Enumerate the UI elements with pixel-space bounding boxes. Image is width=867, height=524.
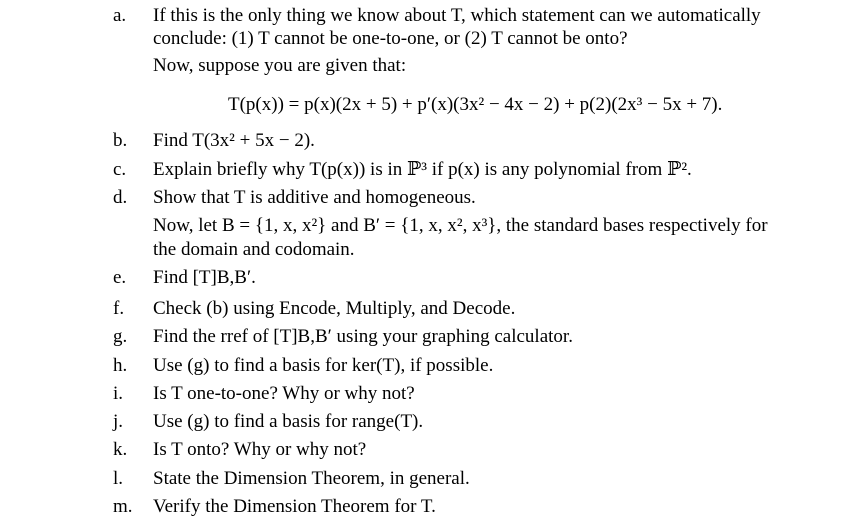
label-c: c.: [113, 159, 127, 180]
label-m: m.: [113, 496, 133, 517]
question-k: Is T onto? Why or why not?: [153, 439, 367, 460]
label-b: b.: [113, 130, 128, 151]
question-e: Find [T]B,B′.: [153, 267, 256, 288]
question-a-line1: If this is the only thing we know about T, which statement can we automatically: [153, 5, 761, 26]
question-h: Use (g) to find a basis for ker(T), if possible.: [153, 355, 494, 376]
label-k: k.: [113, 439, 128, 460]
question-b: Find T(3x² + 5x − 2).: [153, 130, 315, 151]
label-i: i.: [113, 383, 124, 404]
label-j: j.: [113, 411, 124, 432]
intro-bases-line2: the domain and codomain.: [153, 239, 355, 260]
transformation-equation: T(p(x)) = p(x)(2x + 5) + p′(x)(3x² − 4x − 2) + p(2)(2x³ − 5x + 7).: [228, 94, 723, 115]
question-m: Verify the Dimension Theorem for T.: [153, 496, 436, 517]
label-h: h.: [113, 355, 128, 376]
label-a: a.: [113, 5, 127, 26]
label-l: l.: [113, 468, 124, 489]
question-l: State the Dimension Theorem, in general.: [153, 468, 470, 489]
intro-bases-line1: Now, let B = {1, x, x²} and B′ = {1, x, x², x³}, the standard bases respectively for: [153, 215, 768, 236]
question-j: Use (g) to find a basis for range(T).: [153, 411, 424, 432]
question-d: Show that T is additive and homogeneous.: [153, 187, 476, 208]
label-g: g.: [113, 326, 128, 347]
question-g: Find the rref of [T]B,B′ using your graphing calculator.: [153, 326, 573, 347]
question-f: Check (b) using Encode, Multiply, and Decode.: [153, 298, 516, 319]
question-i: Is T one-to-one? Why or why not?: [153, 383, 415, 404]
label-f: f.: [113, 298, 125, 319]
label-e: e.: [113, 267, 127, 288]
question-c: Explain briefly why T(p(x)) is in ℙ³ if p(x) is any polynomial from ℙ².: [153, 159, 692, 180]
intro-given: Now, suppose you are given that:: [153, 55, 407, 76]
label-d: d.: [113, 187, 128, 208]
question-a-line2: conclude: (1) T cannot be one-to-one, or (2) T cannot be onto?: [153, 28, 628, 49]
